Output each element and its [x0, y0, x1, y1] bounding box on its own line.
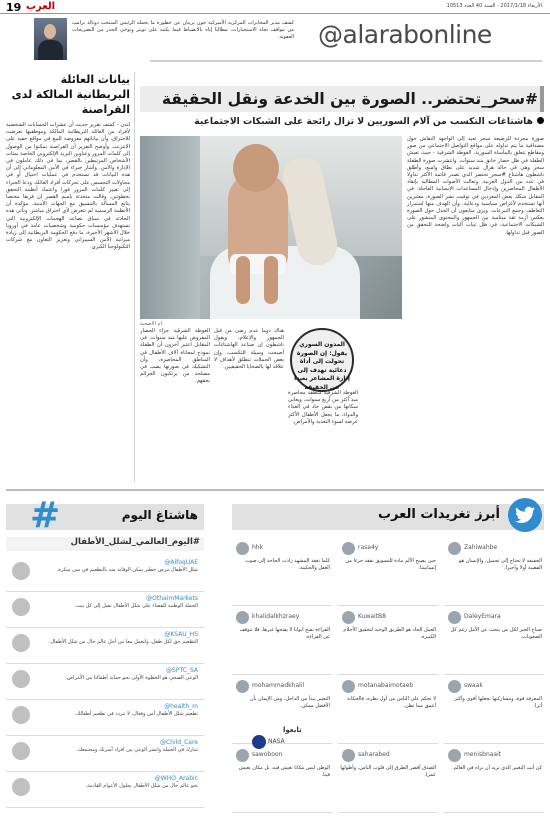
tweet-author[interactable]: swaak	[464, 682, 483, 689]
avatar	[12, 670, 30, 688]
hashtag-panel-heading: هاشتاغ اليوم	[121, 508, 198, 522]
pullquote-text: المدون السوري يقول: إن الصورة تحولت إلى أداة دعائية تهدف إلى إثارة المشاعر بعيدا عن الحقيقة	[294, 341, 350, 391]
tweet-card[interactable]	[232, 540, 332, 606]
tweet-text: الصدق أقصر الطرق إلى قلوب الناس، وأطولها عمرا.	[340, 765, 436, 778]
avatar	[448, 542, 461, 555]
tweet-text: صباح الخير لكل من يبحث عن الأمل رغم كل الصعوبات.	[450, 627, 542, 640]
tweet-card[interactable]	[232, 747, 332, 813]
tweet-author[interactable]: menisbnaait	[464, 751, 502, 758]
tweet-text: الوطن ليس مكانا نعيش فيه، بل مكان يعيش فينا.	[238, 765, 330, 778]
avatar	[236, 680, 249, 693]
hashtag-tweet-item[interactable]	[6, 700, 204, 736]
subhead-text: هاشتاغات التكسب من آلام السوريين لا تزال رائجة على الشبكات الاجتماعية	[194, 116, 533, 127]
hashtag-tweet-item[interactable]	[6, 772, 204, 808]
article-column-right: صورة مجردة للرضيعة سحر تعيد إلى الواجهة النقاش حول مصداقية ما يتم تداوله على مواقع التواصل الاجتماعي من صور ومقاطع تتعلق بالمأساة السورية. الغوطة الشرقية - حيث تعيش الطفلة في ظل حصار خانق منذ سنوات. وانتشرت صورة الطفلة سحر وهي في حالة هزال شديد على نطاق واسع، وأطلق ناشطون هاشتاغ #سحر_تحتضر الذي تصدر قائمة الأكثر تداولا في عدد من الدول العربية. وتعالت الأصوات المطالبة بإنقاذ الأطفال المحاصرين وإدخال المساعدات الإنسانية العاجلة. في المقابل شكك بعض المغردين في توقيت نشر الصورة، معتبرين أنها تستخدم لأغراض سياسية ودعائية، وأن الهدف منها استدرار التعاطف وجمع التبرعات. ويرى متابعون أن الجدل حول الصورة يعكس أزمة ثقة متنامية بين الجمهور والمحتوى المنشور على الشبكات الاجتماعية، في ظل غياب آليات واضحة للتحقق من الصور قبل تداولها.	[407, 136, 544, 236]
tweet-text: الحملة الوطنية للقضاء على شلل الأطفال تصل إلى كل بيت.	[74, 603, 198, 609]
side-column	[6, 72, 130, 482]
hashtag-tweet-list	[6, 556, 204, 818]
tweet-text: شارك في الحملة وانشر الوعي بين أفراد أسرتك ومجتمعك.	[76, 747, 198, 753]
hashtag-icon: #	[30, 495, 61, 536]
avatar	[12, 562, 30, 580]
tweets-panel-heading: أبرز تغريدات العرب	[377, 507, 500, 522]
tweet-text: تطعيم شلل الأطفال آمن وفعال، لا تتردد في تطعيم أطفالك.	[74, 711, 198, 717]
hashtag-tweet-item[interactable]	[6, 736, 204, 772]
tweet-grid	[232, 540, 544, 818]
photo-caption: ام الاضحية	[140, 321, 162, 327]
tweet-author[interactable]: rasa4y	[358, 544, 379, 551]
hashtag-tweet-item[interactable]	[6, 628, 204, 664]
tweet-card[interactable]	[232, 678, 332, 744]
tweet-text: القراءة تفتح أبوابا لا يفتحها غيرها، فلا تتوقف عن القراءة.	[239, 627, 330, 640]
article-subhead	[140, 116, 544, 127]
tweet-author[interactable]: motanabaimotaeb	[358, 682, 414, 689]
side-column-title: بيانات العائلة البريطانية المالكة لدى القراصنة	[11, 73, 130, 116]
tweet-text: كلما تعقد المشهد زادت الحاجة إلى صوت العقل والحكمة.	[245, 558, 330, 571]
follow-label: تابعوا	[283, 726, 302, 734]
tweet-text: الحقيقة لا تحتاج إلى تجميل، والإنسان هو القضية أولا وأخيرا.	[458, 558, 542, 571]
tweet-card[interactable]	[444, 747, 544, 813]
avatar	[12, 634, 30, 652]
twitter-handle: @alarabonline	[318, 20, 492, 49]
tweet-text: لا تحكم على الناس من أول نظرة، فالحكاية أعمق مما تظن.	[347, 696, 436, 709]
hashtag-tweet-item[interactable]	[6, 664, 204, 700]
top-teaser	[34, 18, 294, 60]
tweet-author[interactable]: DaleyEmara	[464, 613, 501, 620]
article-column-c: الغوطة الشرقية منطقة محاصرة منذ أكثر من أربع سنوات، ويعاني سكانها من نقص حاد في الغذاء والدواء، ما يجعل الأطفال الأكثر عرضة لسوء التغذية والأمراض.	[288, 390, 358, 425]
twitter-bird-icon	[508, 498, 542, 532]
tweet-author[interactable]: sawoboon	[252, 751, 283, 758]
avatar	[342, 749, 355, 762]
tweet-handle[interactable]: @KSAU_HS	[164, 631, 198, 638]
avatar	[236, 749, 249, 762]
avatar	[12, 778, 30, 796]
teaser-portrait-photo	[34, 18, 67, 60]
avatar	[236, 611, 249, 624]
article-headline: #سحر_تحتضر.. الصورة بين الخدعة ونقل الحقيقة	[161, 90, 538, 108]
tweet-text: كن أنت التغيير الذي تريد أن تراه في العالم.	[452, 765, 542, 771]
teaser-text: كشف مدير المخابرات المركزية الأميركية جون برينان عن خطورة ما يحمله الرئيس المنتخب دونالد ترامب من مواقف تجاه الاستخبارات، مطالبا إياه بالانضباط فيما يكتبه على تويتر وتوخي الحذر من التصريحات العفوية.	[72, 20, 294, 40]
tweet-card[interactable]	[444, 678, 544, 744]
avatar	[448, 749, 461, 762]
article-column-a: الغوطة الشرقية جراء الحصار المفروض عليها منذ سنوات. في المقابل اعتبر آخرون أن الطفلة نموذج لمعاناة آلاف الأطفال في المناطق المحاصرة، وأن التشكيك في صورتها يصب في مصلحة من يرتكبون الجرائم بحقهم.	[140, 328, 210, 385]
tweet-card[interactable]	[338, 747, 438, 813]
issue-line: الأربعاء 2017/1/18 - السنة 40 العدد 10513	[446, 3, 542, 9]
tweet-card[interactable]	[338, 540, 438, 606]
tweet-card[interactable]	[338, 609, 438, 675]
newspaper-brand: العرب	[26, 1, 56, 12]
section-divider	[6, 489, 544, 491]
avatar	[448, 680, 461, 693]
tweet-handle[interactable]: @health_m	[164, 703, 198, 710]
tweet-author[interactable]: khalidalkhzraey	[252, 613, 300, 620]
nasa-label: NASA	[268, 738, 285, 745]
article-column-b: هناك دوما عدم رضى من قبل الجمهور والإعلام، ويقول ناشطون إن صناعة الهاشتاغات أصبحت وسيلة للتكسب، وإن بعض الحملات تنطلق لأهداف لا علاقة لها بالضحايا الحقيقيين.	[214, 328, 284, 371]
tweet-card[interactable]	[444, 609, 544, 675]
tweet-handle[interactable]: @OthaimMarkets	[146, 595, 198, 602]
tweet-handle[interactable]: @Child_Care	[159, 739, 198, 746]
avatar	[342, 611, 355, 624]
masthead	[0, 0, 550, 14]
tweet-card[interactable]	[232, 609, 332, 675]
page-number: 19	[6, 1, 22, 14]
tweet-author[interactable]: Zahiwahbe	[464, 544, 498, 551]
avatar	[342, 542, 355, 555]
hashtag-tweet-item[interactable]	[6, 592, 204, 628]
tweet-text: التغيير يبدأ من الداخل، ومن الإيمان بأن الأفضل ممكن.	[249, 696, 330, 709]
article-photo	[140, 136, 402, 319]
nasa-logo-icon	[252, 735, 266, 749]
avatar	[236, 542, 249, 555]
side-column-body: لندن - كشف تقرير حديث أن عشرات الحسابات الشخصية لأفراد من العائلة البريطانية المالكة وموظفيها تعرضت للاختراق، وأن بياناتهم معروضة للبيع في مواقع خفية على الإنترنت. وأوضح التقرير أن القراصنة تمكنوا من الوصول إلى كلمات المرور وعناوين البريد الإلكتروني الخاصة بمئات الأشخاص المرتبطين بالقصر، بما في ذلك عاملون في الإدارة والأمن. وأشار خبراء في الأمن المعلوماتي إلى أن هذه البيانات قد تستخدم في عمليات احتيال أو في محاولات التجسس على تحركات أفراد العائلة. ودعا الخبراء إلى تغيير كلمات المرور فورا واعتماد أنظمة التحقق بخطوتين. وقالت متحدثة باسم القصر إن فريقا مختصا يتابع المسألة بالتنسيق مع الجهات الأمنية، مؤكدة أن الأنظمة الرسمية لم تتعرض لأي اختراق مباشر. وتأتي هذه الحادثة في سياق تصاعد الهجمات الإلكترونية التي تستهدف مؤسسات حكومية وشخصيات عامة في أوروبا خلال الأشهر الأخيرة، ما دفع الحكومة البريطانية إلى زيادة ميزانية الأمن السيبراني وتعزيز التعاون مع شركات التكنولوجيا الكبرى.	[6, 122, 130, 251]
tweet-card[interactable]	[444, 540, 544, 606]
hashtag-tweet-item[interactable]	[6, 556, 204, 592]
tweet-handle[interactable]: @WHO_Arabic	[154, 775, 198, 782]
tweet-handle[interactable]: @AlfoqUAE	[164, 559, 198, 566]
avatar	[342, 680, 355, 693]
tweet-card[interactable]	[338, 678, 438, 744]
avatar	[12, 742, 30, 760]
handle-divider	[150, 60, 542, 62]
avatar	[12, 706, 30, 724]
tweet-author[interactable]: hhk	[252, 544, 264, 551]
column-divider	[134, 72, 135, 482]
tweet-text: نحو عالم خال من شلل الأطفال بحلول الأعوام القادمة.	[85, 783, 198, 789]
tweet-author[interactable]: KuwaitB8	[358, 613, 386, 620]
tweet-text: التطعيم حق لكل طفل، ولنعمل معا من أجل عالم خال من شلل الأطفال.	[48, 639, 198, 645]
bullet-icon	[537, 117, 544, 124]
hashtag-title[interactable]: #اليوم_العالمي_لشلل_الأطفال	[6, 537, 204, 551]
tweet-text: حين يصبح الألم مادة للتسويق نفقد جزءا من إنسانيتنا.	[345, 558, 436, 571]
tweet-text: العمل الجاد هو الطريق الوحيد لتحقيق الأحلام الكبيرة.	[343, 627, 436, 640]
tweet-text: المعرفة قوة، ومشاركتها تجعلها أقوى وأكثر أثرا.	[454, 696, 542, 709]
avatar	[448, 611, 461, 624]
tweet-author[interactable]: saharabed	[358, 751, 390, 758]
tweet-text: الوعي الصحي هو الخطوة الأولى نحو حماية أطفالنا من الأمراض.	[65, 675, 198, 681]
tweet-text: شلل الأطفال مرض خطير يمكن الوقاية منه بالتطعيم في سن مبكرة.	[56, 567, 198, 573]
avatar	[12, 598, 30, 616]
tweet-author[interactable]: mohammadkhalil	[252, 682, 305, 689]
tweet-handle[interactable]: @SPTC_SA	[166, 667, 198, 674]
